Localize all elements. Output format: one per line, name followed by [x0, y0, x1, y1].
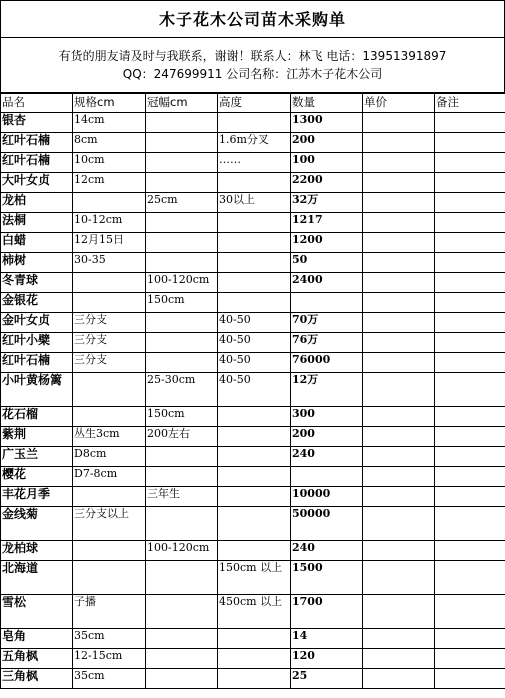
cell-note	[435, 649, 505, 669]
cell-name: 皂角	[1, 629, 73, 649]
cell-note	[435, 273, 505, 293]
cell-height: 40-50	[218, 353, 291, 373]
cell-height	[218, 507, 291, 541]
table-row	[1, 333, 505, 353]
contact-info	[0, 38, 505, 93]
cell-height	[218, 233, 291, 253]
cell-spec	[73, 273, 146, 293]
cell-quantity: 240	[291, 447, 363, 467]
cell-crown	[146, 649, 218, 669]
cell-quantity: 300	[291, 407, 363, 427]
table-row	[1, 507, 505, 541]
cell-crown	[146, 595, 218, 629]
cell-price	[363, 153, 435, 173]
cell-quantity: 32万	[291, 193, 363, 213]
cell-quantity: 1700	[291, 595, 363, 629]
cell-note	[435, 233, 505, 253]
cell-spec	[73, 407, 146, 427]
cell-quantity: 1217	[291, 213, 363, 233]
cell-height	[218, 427, 291, 447]
table-row	[1, 173, 505, 193]
cell-spec: 14cm	[73, 113, 146, 133]
cell-height	[218, 487, 291, 507]
purchase-table	[0, 93, 505, 689]
cell-name: 五角枫	[1, 649, 73, 669]
cell-spec: 12-15cm	[73, 649, 146, 669]
cell-spec	[73, 561, 146, 595]
cell-spec	[73, 487, 146, 507]
cell-quantity	[291, 467, 363, 487]
cell-spec: 30-35	[73, 253, 146, 273]
cell-height: ……	[218, 153, 291, 173]
cell-quantity: 1500	[291, 561, 363, 595]
cell-spec: 丛生3cm	[73, 427, 146, 447]
cell-spec: D7-8cm	[73, 467, 146, 487]
cell-spec: 12cm	[73, 173, 146, 193]
cell-quantity: 50000	[291, 507, 363, 541]
cell-name: 广玉兰	[1, 447, 73, 467]
cell-quantity: 76万	[291, 333, 363, 353]
table-row	[1, 649, 505, 669]
cell-name: 紫荆	[1, 427, 73, 447]
cell-spec: 子播	[73, 595, 146, 629]
cell-crown	[146, 629, 218, 649]
header-height: 高度	[218, 94, 291, 113]
page-title: 木子花木公司苗木采购单	[0, 0, 505, 38]
cell-note	[435, 173, 505, 193]
header-spec: 规格cm	[73, 94, 146, 113]
cell-crown	[146, 173, 218, 193]
cell-quantity: 2400	[291, 273, 363, 293]
table-row	[1, 273, 505, 293]
table-row	[1, 373, 505, 407]
header-quantity: 数量	[291, 94, 363, 113]
cell-height	[218, 213, 291, 233]
cell-crown: 三年生	[146, 487, 218, 507]
cell-name: 三角枫	[1, 669, 73, 689]
cell-note	[435, 213, 505, 233]
table-row	[1, 313, 505, 333]
cell-crown	[146, 467, 218, 487]
table-row	[1, 293, 505, 313]
cell-height	[218, 113, 291, 133]
table-row	[1, 353, 505, 373]
cell-name: 丰花月季	[1, 487, 73, 507]
cell-height	[218, 273, 291, 293]
cell-name: 银杏	[1, 113, 73, 133]
cell-spec: 10-12cm	[73, 213, 146, 233]
cell-quantity: 120	[291, 649, 363, 669]
cell-spec: 三分支	[73, 333, 146, 353]
cell-quantity: 2200	[291, 173, 363, 193]
cell-height: 40-50	[218, 333, 291, 353]
cell-note	[435, 487, 505, 507]
cell-spec: 10cm	[73, 153, 146, 173]
cell-price	[363, 353, 435, 373]
cell-spec: 三分支	[73, 353, 146, 373]
cell-price	[363, 333, 435, 353]
cell-quantity: 70万	[291, 313, 363, 333]
cell-price	[363, 293, 435, 313]
cell-quantity: 14	[291, 629, 363, 649]
cell-note	[435, 507, 505, 541]
table-row	[1, 629, 505, 649]
cell-price	[363, 541, 435, 561]
header-crown: 冠幅cm	[146, 94, 218, 113]
cell-crown	[146, 113, 218, 133]
cell-crown	[146, 233, 218, 253]
cell-price	[363, 407, 435, 427]
cell-quantity: 100	[291, 153, 363, 173]
cell-height: 40-50	[218, 313, 291, 333]
cell-note	[435, 629, 505, 649]
cell-price	[363, 233, 435, 253]
cell-name: 红叶石楠	[1, 353, 73, 373]
cell-name: 小叶黄杨篱	[1, 373, 73, 407]
cell-spec	[73, 293, 146, 313]
table-row	[1, 193, 505, 213]
cell-crown: 25-30cm	[146, 373, 218, 407]
cell-name: 金叶女贞	[1, 313, 73, 333]
header-price: 单价	[363, 94, 435, 113]
cell-spec: 35cm	[73, 629, 146, 649]
cell-price	[363, 467, 435, 487]
cell-crown	[146, 333, 218, 353]
cell-height	[218, 447, 291, 467]
cell-quantity: 76000	[291, 353, 363, 373]
cell-crown	[146, 153, 218, 173]
cell-height	[218, 669, 291, 689]
cell-price	[363, 273, 435, 293]
cell-quantity	[291, 293, 363, 313]
table-row	[1, 447, 505, 467]
cell-name: 法桐	[1, 213, 73, 233]
cell-note	[435, 193, 505, 213]
cell-spec: 12月15日	[73, 233, 146, 253]
cell-price	[363, 193, 435, 213]
cell-name: 红叶石楠	[1, 153, 73, 173]
cell-name: 花石榴	[1, 407, 73, 427]
cell-crown	[146, 447, 218, 467]
cell-price	[363, 427, 435, 447]
cell-price	[363, 173, 435, 193]
table-row	[1, 595, 505, 629]
cell-note	[435, 669, 505, 689]
cell-height	[218, 253, 291, 273]
cell-note	[435, 595, 505, 629]
cell-height: 450cm 以上	[218, 595, 291, 629]
table-row	[1, 407, 505, 427]
cell-price	[363, 253, 435, 273]
cell-note	[435, 333, 505, 353]
cell-crown: 150cm	[146, 407, 218, 427]
table-row	[1, 541, 505, 561]
cell-spec: 35cm	[73, 669, 146, 689]
cell-spec: 8cm	[73, 133, 146, 153]
cell-height	[218, 293, 291, 313]
cell-quantity: 1300	[291, 113, 363, 133]
company-line: QQ：247699911 公司名称：江苏木子花木公司	[122, 67, 383, 81]
cell-height: 150cm 以上	[218, 561, 291, 595]
cell-name: 白蜡	[1, 233, 73, 253]
cell-crown	[146, 507, 218, 541]
cell-crown	[146, 561, 218, 595]
cell-note	[435, 353, 505, 373]
cell-note	[435, 113, 505, 133]
cell-name: 金线菊	[1, 507, 73, 541]
cell-price	[363, 447, 435, 467]
contact-line: 有货的朋友请及时与我联系，谢谢！联系人：林飞 电话：13951391897	[58, 49, 447, 63]
cell-name: 金银花	[1, 293, 73, 313]
cell-quantity: 50	[291, 253, 363, 273]
cell-height	[218, 467, 291, 487]
cell-quantity: 12万	[291, 373, 363, 407]
cell-quantity: 200	[291, 133, 363, 153]
cell-note	[435, 447, 505, 467]
cell-price	[363, 669, 435, 689]
cell-quantity: 1200	[291, 233, 363, 253]
cell-quantity: 10000	[291, 487, 363, 507]
cell-name: 红叶石楠	[1, 133, 73, 153]
header-name: 品名	[1, 94, 73, 113]
cell-crown: 25cm	[146, 193, 218, 213]
cell-crown: 150cm	[146, 293, 218, 313]
cell-spec	[73, 373, 146, 407]
cell-name: 红叶小檗	[1, 333, 73, 353]
header-note: 备注	[435, 94, 505, 113]
cell-crown: 100-120cm	[146, 273, 218, 293]
table-row	[1, 153, 505, 173]
cell-crown	[146, 669, 218, 689]
cell-spec	[73, 541, 146, 561]
cell-note	[435, 253, 505, 273]
cell-spec: 三分支	[73, 313, 146, 333]
cell-name: 冬青球	[1, 273, 73, 293]
cell-name: 大叶女贞	[1, 173, 73, 193]
cell-height: 30以上	[218, 193, 291, 213]
cell-price	[363, 595, 435, 629]
table-row	[1, 467, 505, 487]
cell-note	[435, 293, 505, 313]
cell-price	[363, 629, 435, 649]
cell-price	[363, 133, 435, 153]
cell-crown: 200左右	[146, 427, 218, 447]
cell-note	[435, 313, 505, 333]
cell-name: 樱花	[1, 467, 73, 487]
cell-quantity: 25	[291, 669, 363, 689]
cell-height	[218, 629, 291, 649]
table-row	[1, 561, 505, 595]
cell-price	[363, 561, 435, 595]
cell-note	[435, 153, 505, 173]
cell-price	[363, 213, 435, 233]
cell-name: 雪松	[1, 595, 73, 629]
cell-name: 柿树	[1, 253, 73, 273]
cell-crown	[146, 353, 218, 373]
cell-height	[218, 173, 291, 193]
table-row	[1, 669, 505, 689]
cell-name: 龙柏球	[1, 541, 73, 561]
cell-spec: D8cm	[73, 447, 146, 467]
cell-crown	[146, 133, 218, 153]
cell-price	[363, 649, 435, 669]
cell-price	[363, 507, 435, 541]
cell-quantity: 200	[291, 427, 363, 447]
cell-price	[363, 487, 435, 507]
cell-price	[363, 113, 435, 133]
cell-price	[363, 373, 435, 407]
cell-note	[435, 407, 505, 427]
table-row	[1, 427, 505, 447]
cell-crown	[146, 213, 218, 233]
cell-crown	[146, 253, 218, 273]
cell-crown	[146, 313, 218, 333]
table-row	[1, 133, 505, 153]
cell-height	[218, 649, 291, 669]
cell-name: 龙柏	[1, 193, 73, 213]
cell-price	[363, 313, 435, 333]
cell-height: 1.6m分叉	[218, 133, 291, 153]
cell-quantity: 240	[291, 541, 363, 561]
cell-note	[435, 561, 505, 595]
cell-height: 40-50	[218, 373, 291, 407]
table-row	[1, 233, 505, 253]
cell-note	[435, 467, 505, 487]
cell-height	[218, 541, 291, 561]
cell-note	[435, 133, 505, 153]
cell-note	[435, 373, 505, 407]
cell-spec: 三分支以上	[73, 507, 146, 541]
cell-name: 北海道	[1, 561, 73, 595]
table-row	[1, 253, 505, 273]
cell-note	[435, 541, 505, 561]
cell-spec	[73, 193, 146, 213]
header-row	[1, 94, 505, 113]
table-row	[1, 487, 505, 507]
cell-height	[218, 407, 291, 427]
table-row	[1, 113, 505, 133]
cell-note	[435, 427, 505, 447]
cell-crown: 100-120cm	[146, 541, 218, 561]
table-row	[1, 213, 505, 233]
